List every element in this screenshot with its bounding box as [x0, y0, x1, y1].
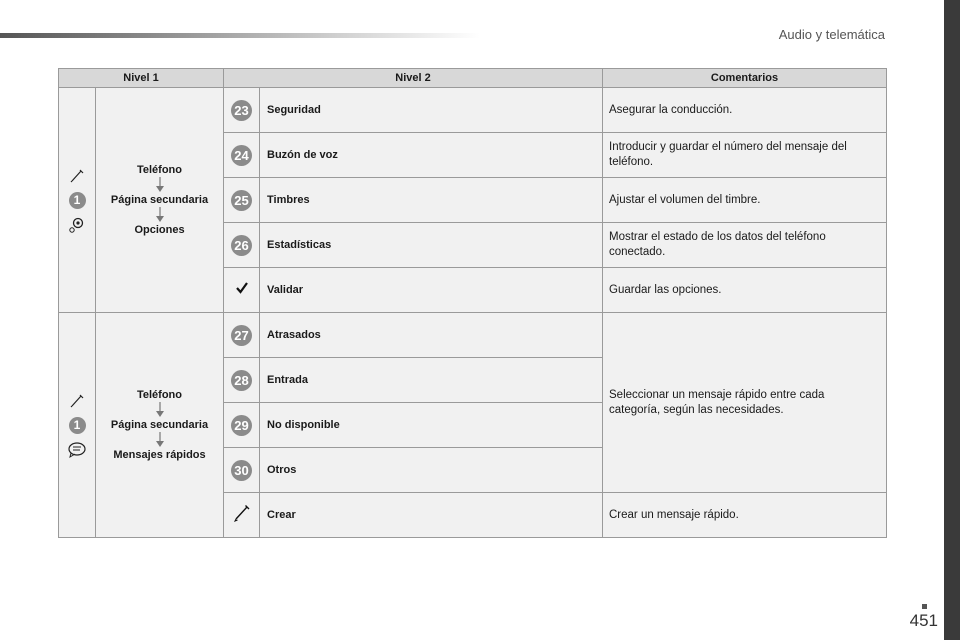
- option-name: Estadísticas: [260, 223, 603, 268]
- option-name: No disponible: [260, 403, 603, 448]
- phone-icon: [67, 391, 87, 411]
- level-badge: 1: [69, 192, 86, 209]
- option-name: Atrasados: [260, 313, 603, 358]
- page-edge-bar: [944, 0, 960, 640]
- level1-icons-cell: [59, 313, 96, 538]
- number-badge: 23: [231, 100, 252, 121]
- option-name: Buzón de voz: [260, 133, 603, 178]
- path-step-options: Opciones: [134, 224, 185, 236]
- settings-table: [58, 68, 887, 538]
- number-badge: 29: [231, 415, 252, 436]
- number-badge: 30: [231, 460, 252, 481]
- option-comment: Seleccionar un mensaje rápido entre cada categoría, según las necesidades.: [603, 313, 887, 493]
- path-step-phone: Teléfono: [136, 164, 182, 176]
- option-name: Timbres: [260, 178, 603, 223]
- option-comment: Introducir y guardar el número del mensaje del teléfono.: [603, 133, 887, 178]
- gear-icon: [67, 215, 87, 235]
- option-comment: Crear un mensaje rápido.: [603, 493, 887, 538]
- page-number: 451: [909, 611, 938, 630]
- section-title: Audio y telemática: [778, 27, 885, 42]
- header-level2: Nivel 2: [224, 69, 603, 88]
- number-badge: 24: [231, 145, 252, 166]
- header-comments: Comentarios: [603, 69, 887, 88]
- level1-icons-cell: [59, 88, 96, 313]
- phone-icon: [67, 166, 87, 186]
- number-badge: 27: [231, 325, 252, 346]
- table-header-row: [59, 69, 887, 88]
- header-rule: [0, 33, 480, 38]
- option-comment: Asegurar la conducción.: [603, 88, 887, 133]
- path-step-secondary: Página secundaria: [110, 419, 209, 431]
- arrow-down-icon: [155, 402, 165, 417]
- arrow-down-icon: [155, 432, 165, 447]
- option-name: Validar: [260, 268, 603, 313]
- option-comment: Guardar las opciones.: [603, 268, 887, 313]
- level1-path-cell: [96, 313, 224, 538]
- number-badge: 26: [231, 235, 252, 256]
- path-step-phone: Teléfono: [136, 389, 182, 401]
- pencil-icon: [233, 504, 251, 522]
- option-name: Seguridad: [260, 88, 603, 133]
- table-row: [59, 88, 887, 133]
- arrow-down-icon: [155, 207, 165, 222]
- option-comment: Ajustar el volumen del timbre.: [603, 178, 887, 223]
- message-icon: [67, 440, 87, 460]
- number-badge: 25: [231, 190, 252, 211]
- path-step-quick-messages: Mensajes rápidos: [113, 449, 206, 461]
- path-step-secondary: Página secundaria: [110, 194, 209, 206]
- option-name: Otros: [260, 448, 603, 493]
- table-row: [59, 313, 887, 358]
- page-marker: [922, 604, 927, 609]
- number-badge: 28: [231, 370, 252, 391]
- option-comment: Mostrar el estado de los datos del teléfono conectado.: [603, 223, 887, 268]
- level-badge: 1: [69, 417, 86, 434]
- header-level1: Nivel 1: [59, 69, 224, 88]
- checkmark-icon: [235, 281, 249, 295]
- level1-path-cell: [96, 88, 224, 313]
- option-name: Entrada: [260, 358, 603, 403]
- option-name: Crear: [260, 493, 603, 538]
- arrow-down-icon: [155, 177, 165, 192]
